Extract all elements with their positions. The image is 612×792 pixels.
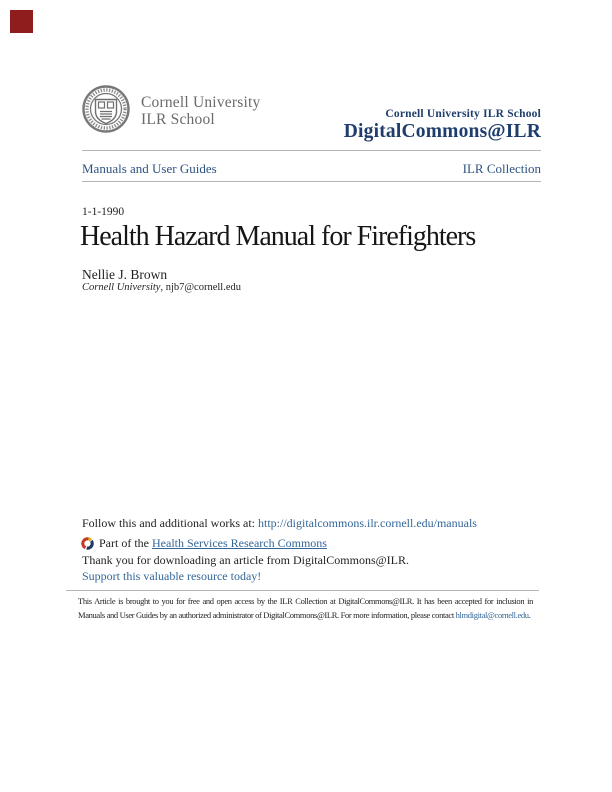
contact-email-link[interactable]: hlmdigital@cornell.edu xyxy=(455,609,529,620)
logo-line1: Cornell University xyxy=(141,94,261,111)
article-title: Health Hazard Manual for Firefighters xyxy=(80,221,476,252)
footer-text: This Article is brought to you for free and open access by the ILR Collection at DigitalCommons@ILR. It has been accepted for inclusion in Manuals and User Guides by an authorized administrator of DigitalCommons@ILR. For more information, please contact xyxy=(78,596,533,620)
affiliation-institution: Cornell University xyxy=(82,282,161,293)
repository-url-link[interactable]: http://digitalcommons.ilr.cornell.edu/manuals xyxy=(258,516,477,530)
footer-divider xyxy=(66,590,539,591)
header-divider-top xyxy=(82,150,541,151)
commons-link[interactable]: Health Services Research Commons xyxy=(152,536,327,550)
part-of-line xyxy=(81,536,327,551)
corner-red-square xyxy=(10,10,33,33)
breadcrumb-row xyxy=(82,161,541,177)
publication-date: 1-1-1990 xyxy=(82,206,125,218)
footer-text-end: . xyxy=(528,609,531,620)
collection-link-manuals[interactable]: Manuals and User Guides xyxy=(82,161,217,176)
part-of-label: Part of the xyxy=(99,536,149,550)
logo-text xyxy=(141,95,260,128)
logo-line2: ILR School xyxy=(141,110,215,128)
collection-link-ilr[interactable]: ILR Collection xyxy=(462,161,541,176)
site-school-name: Cornell University ILR School xyxy=(385,108,541,120)
site-title: DigitalCommons@ILR xyxy=(343,121,541,142)
cornell-ilr-logo xyxy=(82,85,260,138)
cornell-seal-icon xyxy=(82,85,130,138)
author-name: Nellie J. Brown xyxy=(82,267,168,282)
follow-works-label: Follow this and additional works at: xyxy=(82,516,258,530)
footer-note xyxy=(78,595,533,622)
support-link[interactable]: Support this valuable resource today! xyxy=(82,569,262,583)
affiliation-email: , njb7@cornell.edu xyxy=(160,282,241,293)
digital-commons-network-icon xyxy=(81,537,94,550)
follow-works-line xyxy=(82,516,477,531)
author-affiliation xyxy=(82,282,241,293)
site-header xyxy=(344,108,541,143)
thank-you-line: Thank you for downloading an article from DigitalCommons@ILR. xyxy=(82,553,409,567)
header-divider-bottom xyxy=(82,181,541,182)
